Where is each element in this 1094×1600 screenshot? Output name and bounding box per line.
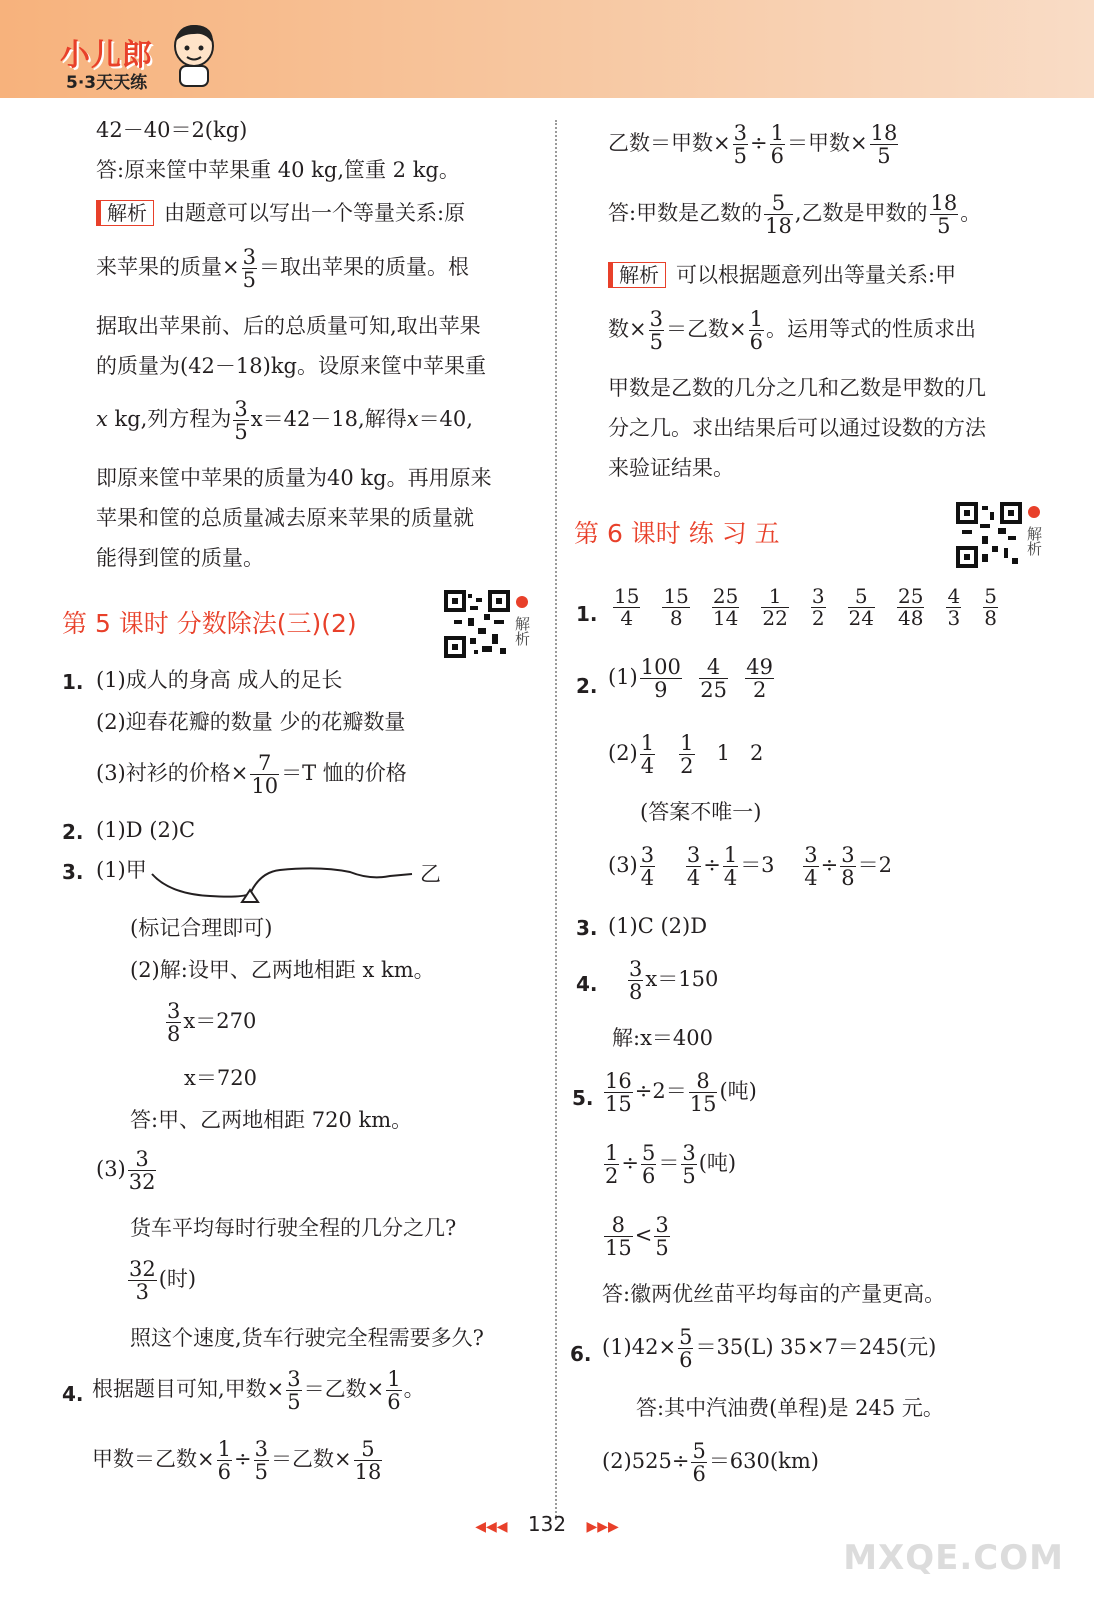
equation: $\frac{3}{8}$ x＝270 (167, 999, 257, 1047)
fraction: $\frac{18}{5}$ (930, 191, 958, 239)
question-number: 3. (576, 916, 598, 940)
text-line: 据取出苹果前、后的总质量可知,取出苹果 (96, 314, 481, 338)
fraction: $\frac{5}{18}$ (354, 1437, 382, 1485)
page-header (0, 0, 1094, 98)
question-number: 5. (572, 1086, 594, 1110)
fraction: $\frac{3}{5}$ (655, 1213, 669, 1261)
answer-line: (1)42× $\frac{5}{6}$ ＝35(L) 35×7＝245(元) (602, 1325, 937, 1373)
fraction: $\frac{1}{2}$ (680, 731, 694, 779)
answer-line: (1)D (2)C (96, 818, 196, 842)
fraction: $\frac{1}{6}$ (749, 307, 763, 355)
fraction: $\frac{3}{4}$ (804, 843, 818, 891)
fraction: $\frac{3}{5}$ (242, 245, 256, 293)
answer-line: 答:其中汽油费(单程)是 245 元。 (636, 1396, 944, 1420)
fraction: $\frac{100}{9}$ (640, 655, 681, 703)
answer-line: 货车平均每时行驶全程的几分之几? (130, 1216, 457, 1240)
question-number: 1. (62, 670, 84, 694)
answer-line: $\frac{32}{3}$ (时) (129, 1257, 197, 1305)
fraction: $\frac{5}{8}$ (984, 584, 997, 630)
lesson-6-title: 第 6 课时 练 习 五 (574, 519, 780, 548)
mascot-icon (168, 22, 220, 88)
answer-line: (3)衬衫的价格× $\frac{7}{10}$ ＝T 恤的价格 (96, 751, 407, 799)
fraction: $\frac{15}{4}$ (614, 584, 640, 630)
fraction: $\frac{25}{14}$ (712, 584, 739, 630)
answer-line: (2) $\frac{1}{4}$ $\frac{1}{2}$ 1 2 (608, 731, 764, 779)
fraction: $\frac{5}{6}$ (692, 1439, 706, 1487)
answer-line: (3) $\frac{3}{32}$ (96, 1147, 156, 1195)
page-number: 132 (527, 1512, 567, 1536)
page-footer (0, 1512, 1094, 1536)
text-line: 即原来筐中苹果的质量为40 kg。再用原来 (96, 466, 492, 490)
next-arrows-icon: ▶▶▶ (586, 1519, 619, 1535)
answer-line: (2)迎春花瓣的数量 少的花瓣数量 (96, 710, 406, 734)
fraction: $\frac{16}{15}$ (605, 1069, 632, 1117)
text-line: 42－40＝2(kg) (96, 118, 248, 142)
fraction: $\frac{3}{5}$ (234, 397, 248, 445)
fraction: $\frac{5}{24}$ (848, 584, 874, 630)
equation: 解:x＝400 (612, 1026, 714, 1050)
fraction: $\frac{1}{4}$ (640, 731, 655, 779)
answer-line: (1) $\frac{100}{9}$ $\frac{4}{25}$ $\frac{49}{2}$ (608, 655, 774, 703)
fraction: $\frac{8}{15}$ (689, 1069, 717, 1117)
answer-line: (答案不唯一) (640, 800, 762, 824)
fraction: $\frac{3}{4}$ (686, 843, 701, 891)
question-number: 6. (570, 1342, 592, 1366)
qr-label: 解析 (513, 616, 531, 646)
analysis-line: 解析 由题意可以写出一个等量关系:原 (96, 200, 465, 226)
fraction: $\frac{15}{8}$ (663, 584, 689, 630)
fraction: $\frac{25}{48}$ (898, 584, 924, 630)
fraction: $\frac{1}{6}$ (217, 1437, 231, 1485)
analysis-line: 解析 可以根据题意列出等量关系:甲 (608, 262, 956, 288)
fraction: $\frac{7}{10}$ (251, 751, 279, 799)
answer-line: (1)C (2)D (608, 914, 708, 938)
answer-line: (2)解:设甲、乙两地相距 x km。 (130, 958, 435, 982)
text-line: 分之几。求出结果后可以通过设数的方法 (608, 416, 986, 440)
prev-arrows-icon: ◀◀◀ (475, 1519, 508, 1535)
equation: $\frac{16}{15}$ ÷2＝ $\frac{8}{15}$ (吨) (605, 1069, 757, 1117)
fraction: $\frac{3}{5}$ (649, 307, 663, 355)
fraction: $\frac{5}{6}$ (679, 1325, 693, 1373)
answer-line: 答:甲、乙两地相距 720 km。 (130, 1108, 413, 1132)
question-number: 4. (62, 1382, 84, 1406)
answer-line: (1)甲 (96, 858, 147, 882)
text-line: 答:原来筐中苹果重 40 kg,筐重 2 kg。 (96, 158, 460, 182)
question-number: 2. (576, 674, 598, 698)
text-line: 来苹果的质量× $\frac{3}{5}$ ＝取出苹果的质量。根 (96, 245, 469, 293)
play-icon[interactable] (516, 596, 528, 608)
fraction: $\frac{5}{6}$ (641, 1141, 656, 1189)
fraction: $\frac{3}{8}$ (167, 999, 181, 1047)
fraction: $\frac{3}{32}$ (128, 1147, 156, 1195)
play-icon[interactable] (1028, 506, 1040, 518)
answer-line: 照这个速度,货车行驶完全程需要多久? (130, 1326, 484, 1350)
watermark: MXQE.COM (843, 1538, 1064, 1578)
question-number: 2. (62, 820, 84, 844)
fraction: $\frac{5}{18}$ (765, 191, 792, 239)
fraction: $\frac{49}{2}$ (746, 655, 774, 703)
fraction: $\frac{3}{8}$ (841, 843, 855, 891)
qr-label: 解析 (1025, 526, 1043, 556)
answer-line: 答:徽两优丝苗平均每亩的产量更高。 (602, 1282, 946, 1306)
fraction: $\frac{3}{5}$ (254, 1437, 268, 1485)
column-divider (555, 120, 557, 1520)
answer-line: 甲数＝乙数× $\frac{1}{6}$ ÷ $\frac{3}{5}$ ＝乙数× $\frac{5}{18}$ (92, 1437, 382, 1485)
analysis-tag: 解析 (96, 200, 154, 226)
fraction: $\frac{4}{25}$ (700, 655, 727, 703)
brand-subtitle: 5·3天天练 (66, 73, 148, 93)
fraction: $\frac{3}{4}$ (640, 843, 655, 891)
answer-line: 乙数＝甲数× $\frac{3}{5}$ ÷ $\frac{1}{6}$ ＝甲数× $\frac{18}{5}$ (608, 121, 898, 169)
text-line: 的质量为(42－18)kg。设原来筐中苹果重 (96, 354, 486, 378)
qr-code-icon[interactable] (956, 502, 1022, 568)
route-sketch (150, 862, 420, 904)
text-line: 数× $\frac{3}{5}$ ＝乙数× $\frac{1}{6}$ 。运用等式的性质求出 (608, 307, 976, 355)
equation: $\frac{3}{8}$ x＝150 (629, 957, 719, 1005)
question-number: 4. (576, 972, 598, 996)
text-line: x kg,列方程为 $\frac{3}{5}$ x＝42－18,解得x＝40, (96, 397, 473, 445)
fraction: $\frac{32}{3}$ (129, 1257, 156, 1305)
label-yi: 乙 (420, 862, 441, 886)
equation: x＝720 (184, 1066, 257, 1090)
fraction: $\frac{3}{2}$ (811, 584, 825, 630)
text-line: 来验证结果。 (608, 456, 734, 480)
equation: $\frac{8}{15}$ < $\frac{3}{5}$ (605, 1213, 669, 1261)
answer-line: (3) $\frac{3}{4}$ $\frac{3}{4}$ ÷ $\frac{1}{4}$ ＝3 $\frac{3}{4}$ ÷ $\frac{3}{8}$ ＝2 (608, 843, 892, 891)
text-line: 甲数是乙数的几分之几和乙数是甲数的几 (608, 376, 986, 400)
answer-line: (2)525÷ $\frac{5}{6}$ ＝630(km) (602, 1439, 819, 1487)
fraction: $\frac{8}{15}$ (605, 1213, 632, 1261)
analysis-tag: 解析 (608, 262, 666, 288)
fraction: $\frac{1}{22}$ (762, 584, 788, 630)
lesson-5-title: 第 5 课时 分数除法(三)(2) (62, 609, 357, 638)
question-number: 3. (62, 860, 84, 884)
qr-code-icon[interactable] (444, 590, 510, 658)
fraction: $\frac{3}{8}$ (629, 957, 643, 1005)
fraction: $\frac{1}{6}$ (770, 121, 784, 169)
fraction: $\frac{4}{3}$ (947, 584, 961, 630)
fraction: $\frac{1}{6}$ (387, 1367, 401, 1415)
answer-line: 答:甲数是乙数的 $\frac{5}{18}$ ,乙数是甲数的 $\frac{18}{5}$ 。 (608, 191, 982, 239)
fraction: $\frac{3}{5}$ (287, 1367, 301, 1415)
fraction: $\frac{18}{5}$ (870, 121, 898, 169)
fraction: $\frac{1}{2}$ (605, 1141, 619, 1189)
text-line: 能得到筐的质量。 (96, 546, 264, 570)
equation: $\frac{1}{2}$ ÷ $\frac{5}{6}$ ＝ $\frac{3}{5}$ (吨) (605, 1141, 737, 1189)
fraction-answers (602, 586, 1009, 629)
fraction: $\frac{3}{5}$ (733, 121, 747, 169)
text-line: 苹果和筐的总质量减去原来苹果的质量就 (96, 506, 474, 530)
answer-line: 根据题目可知,甲数× $\frac{3}{5}$ ＝乙数× $\frac{1}{6}$ 。 (92, 1367, 425, 1415)
question-number: 1. (576, 602, 598, 626)
fraction: $\frac{3}{5}$ (682, 1141, 696, 1189)
answer-line: (标记合理即可) (130, 916, 273, 940)
brand-logo: 小儿郎 (60, 38, 153, 73)
answer-line: (1)成人的身高 成人的足长 (96, 668, 343, 692)
fraction: $\frac{1}{4}$ (723, 843, 738, 891)
